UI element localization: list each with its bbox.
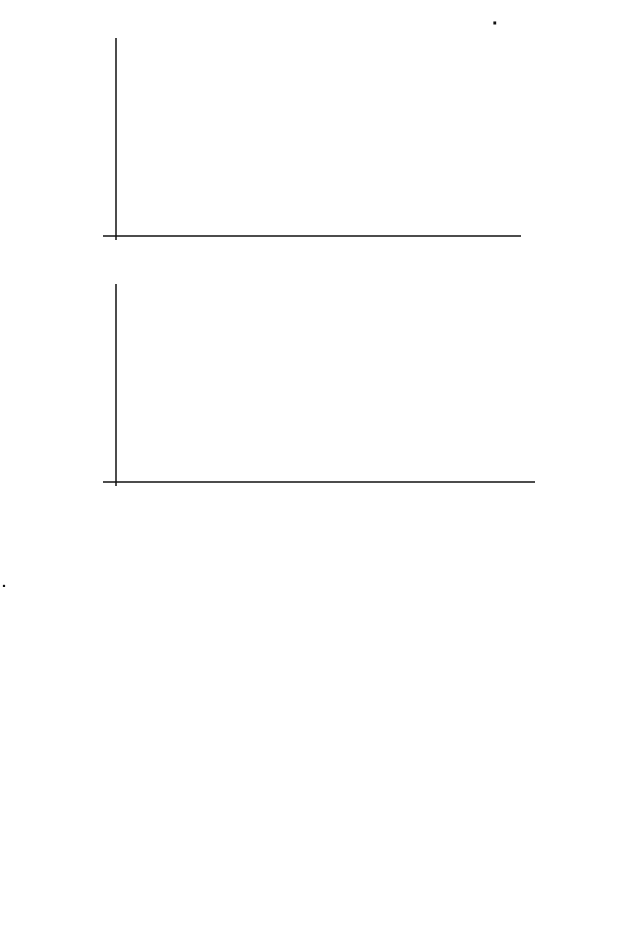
top-panel xyxy=(103,13,521,240)
vo2max-annotation xyxy=(492,13,499,35)
bottom-panel xyxy=(103,284,535,486)
figure-caption xyxy=(0,571,618,593)
vo2max-annotation-dot: · xyxy=(492,13,499,35)
